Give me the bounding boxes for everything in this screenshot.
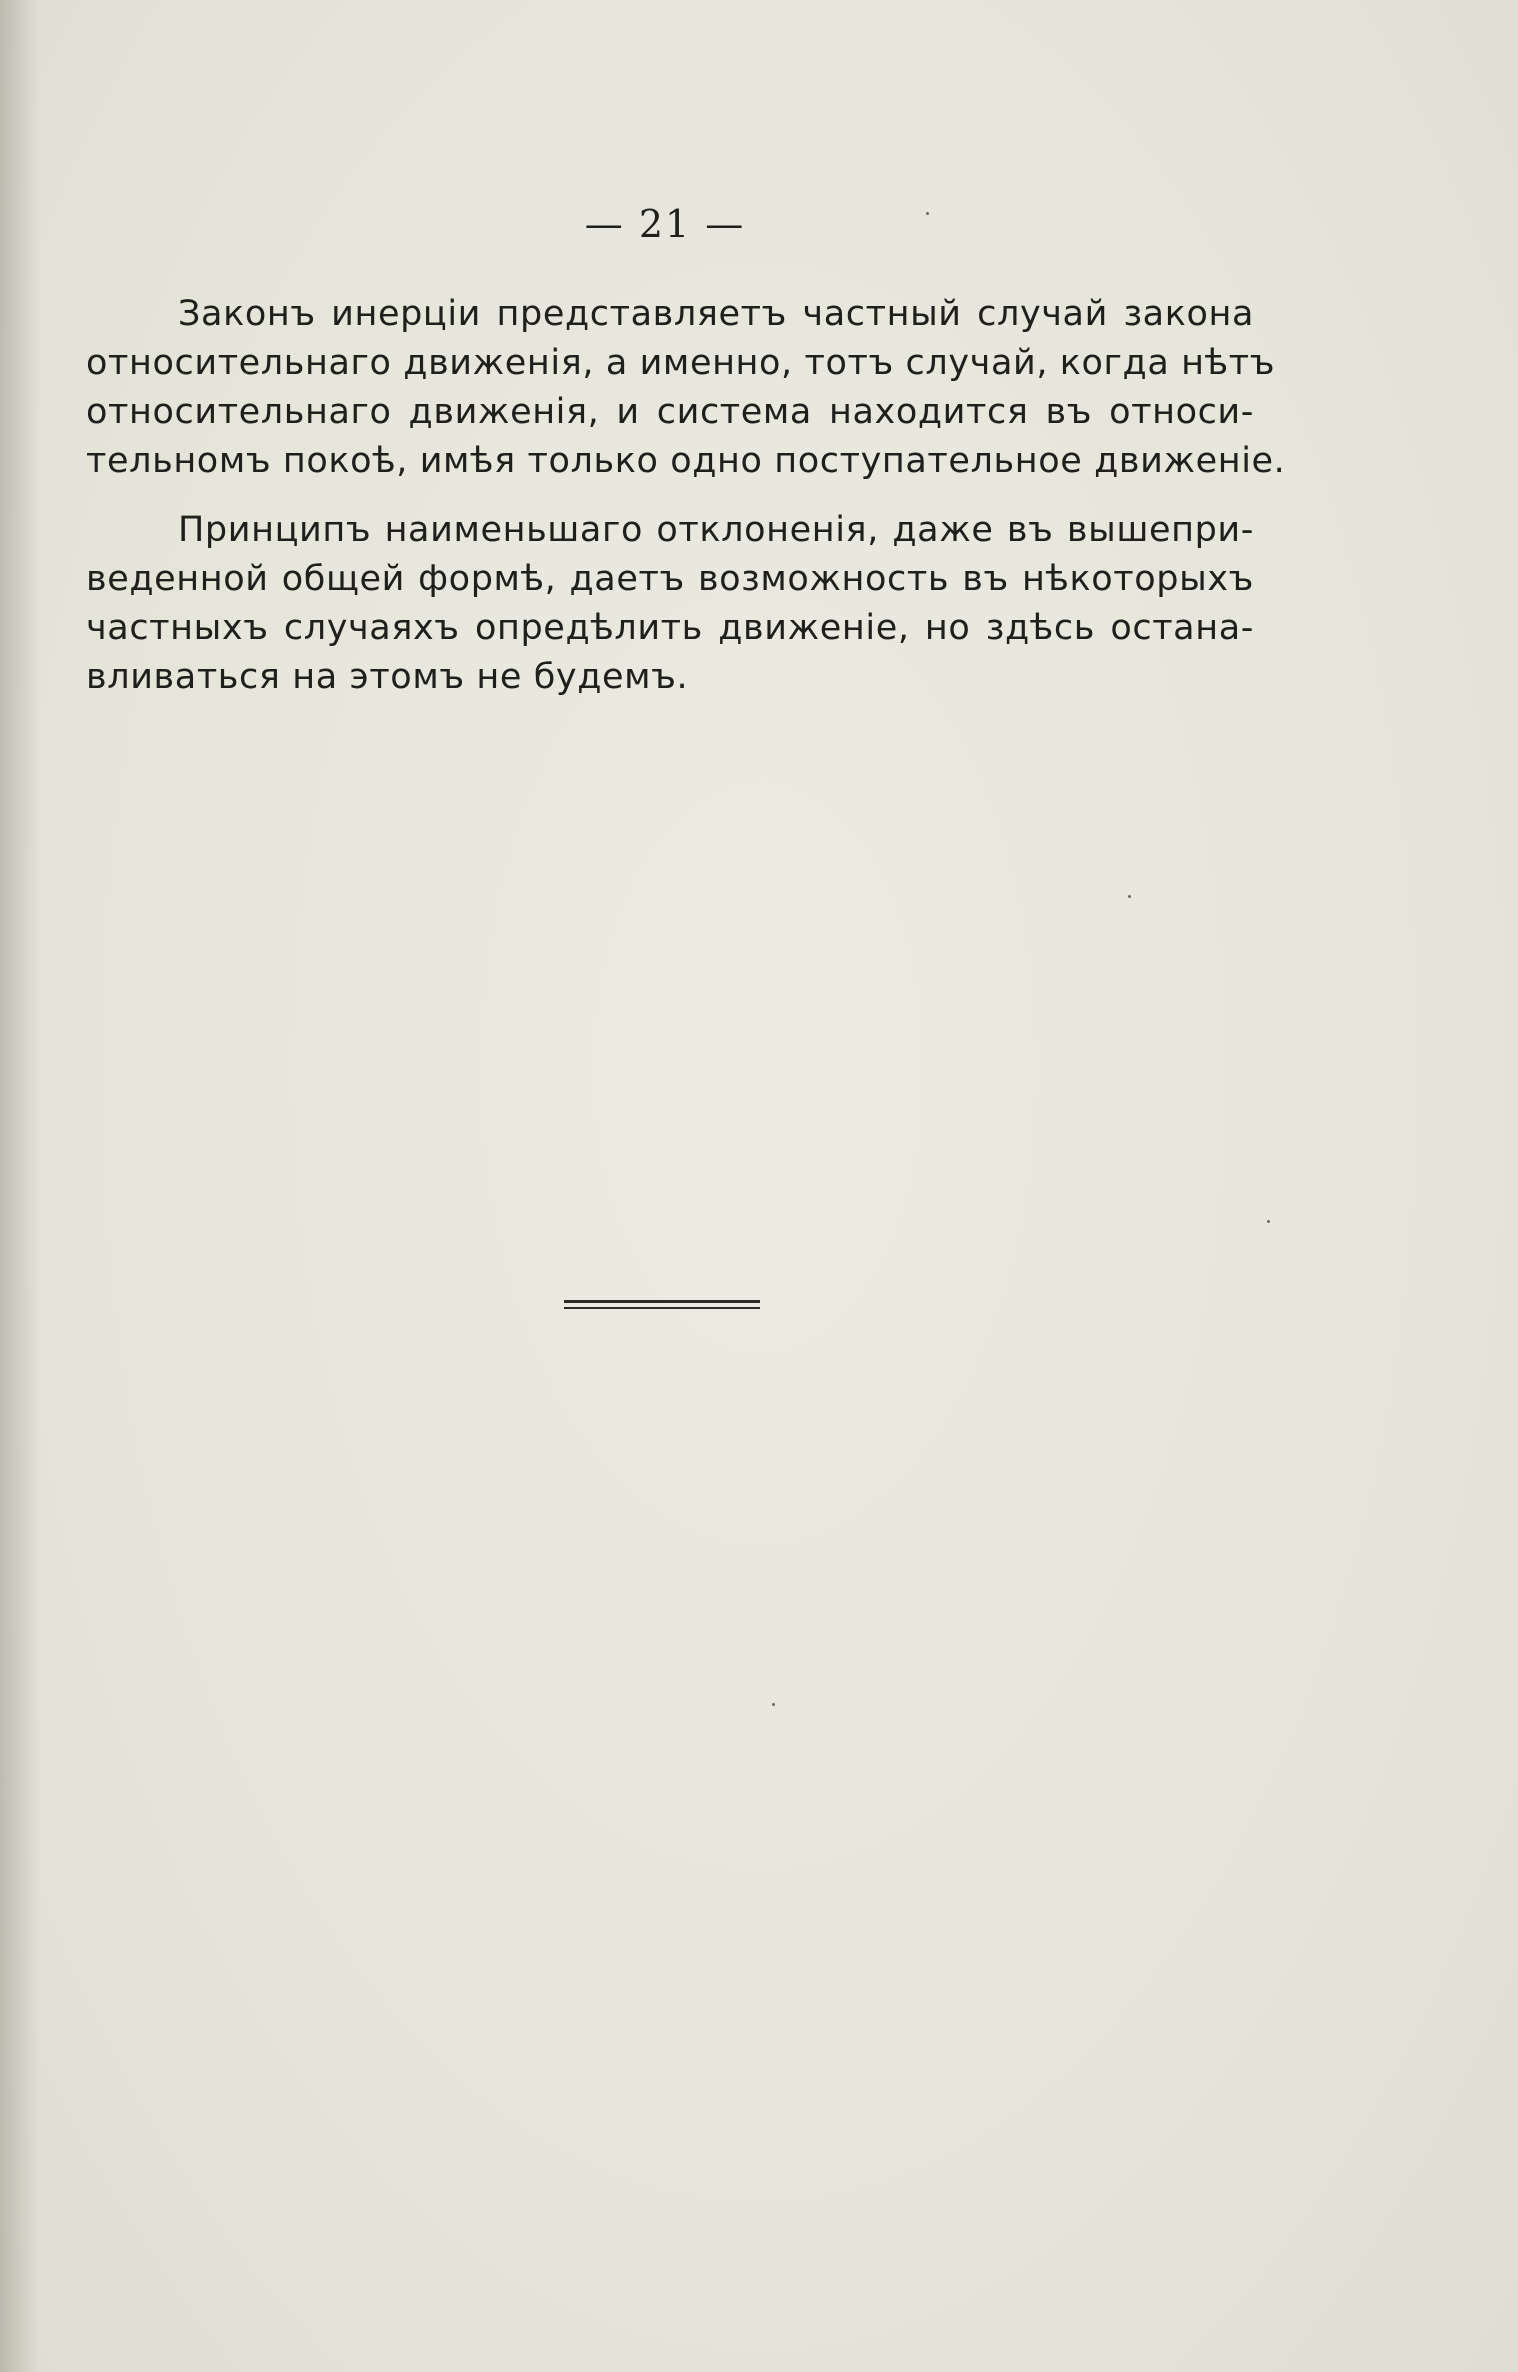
section-end-rule [564, 1307, 760, 1309]
text-line: частныхъ случаяхъ опредѣлить движеніе, но здѣсь остана- [86, 608, 1254, 648]
text-line: относительнаго движенія, и система находится въ относи- [86, 392, 1254, 432]
body-text [86, 290, 1286, 702]
paper-speck [1128, 895, 1131, 898]
paragraph [86, 506, 1254, 702]
paper-speck [926, 212, 929, 215]
text-line: тельномъ покоѣ, имѣя только одно поступательное движеніе. [86, 441, 1286, 481]
page-edge-shadow [0, 0, 40, 2372]
paragraph [86, 290, 1286, 486]
section-end-rule [564, 1300, 760, 1303]
paragraph-gap [86, 486, 1254, 506]
text-line: относительнаго движенія, а именно, тотъ случай, когда нѣтъ [86, 343, 1276, 383]
paper-speck [772, 1703, 775, 1706]
text-line: Законъ инерціи представляетъ частный случай закона [178, 294, 1254, 334]
text-line: Принципъ наименьшаго отклоненія, даже въ вышепри- [178, 510, 1254, 550]
text-line: вливаться на этомъ не будемъ. [86, 657, 689, 697]
text-line: веденной общей формѣ, даетъ возможность въ нѣкоторыхъ [86, 559, 1254, 599]
paper-speck [1267, 1220, 1270, 1223]
page-number: — 21 — [584, 202, 746, 246]
